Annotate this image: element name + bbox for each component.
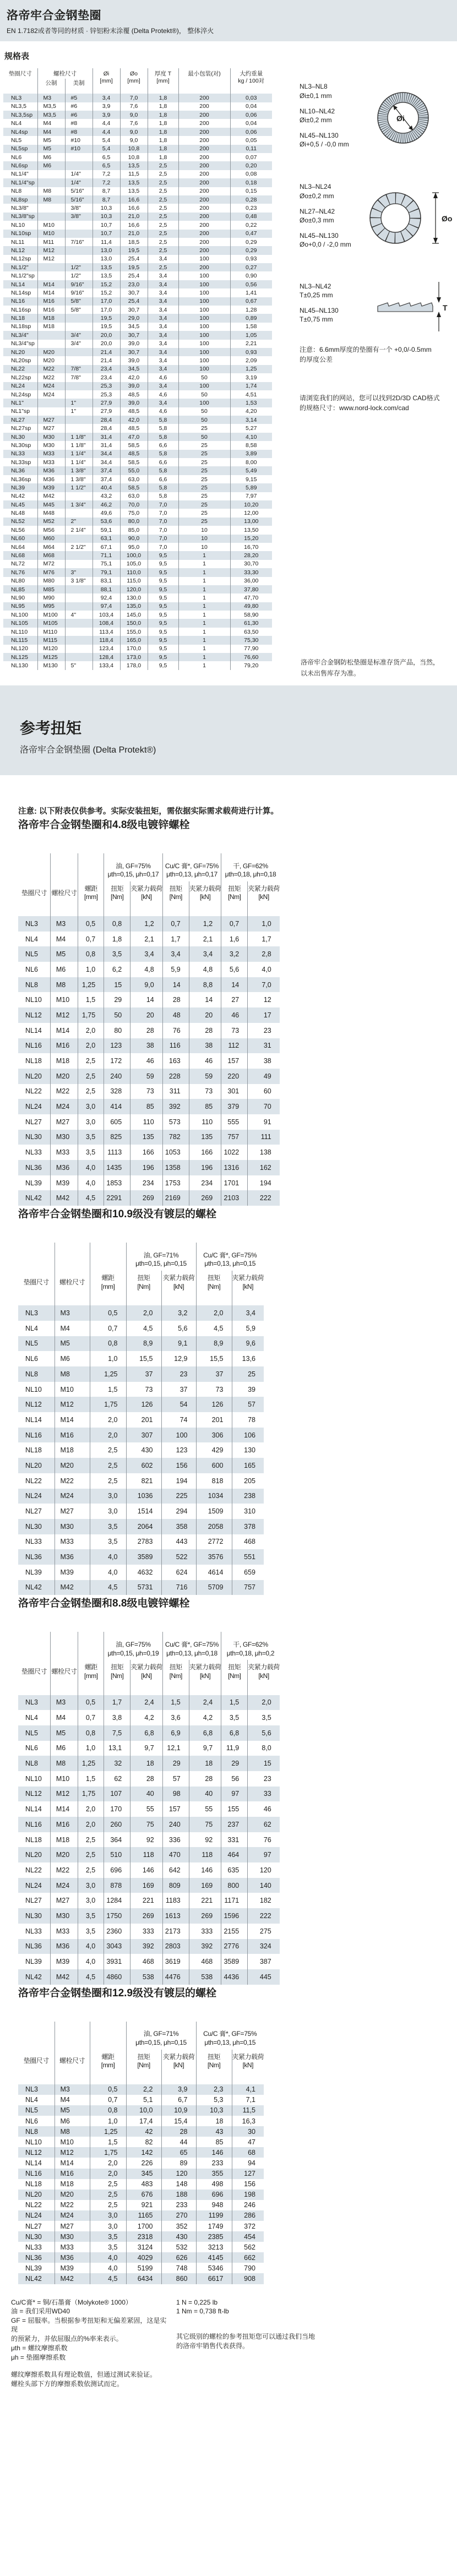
table-row: NL4sp M4 #8 4,4 9,0 1,8 200 0,06 [3,128,272,136]
dim-label-inner: Øi [396,114,405,123]
tolerance-value: Øi+0,5 / -0,0 mm [300,140,349,149]
definitions-list [11,2299,172,2362]
table-row: NL10 M10 10,7 16,6 2,5 200 0,22 [3,221,272,229]
torque-heading: 洛帝牢合金钢垫圈和10.9级没有镀层的螺栓 [18,1208,216,1221]
col-header-clamp: 夹紧力载荷 [kN] [161,1271,196,1305]
group-header-oil: 油, GF=71% μth=0,15, μh=0,15 [126,2022,196,2050]
col-header-washer-size: 垫圈尺寸 [23,1278,49,1286]
table-row: NL33 M33 1 1/4" 34,4 48,5 5,8 25 3,89 [3,450,272,458]
text-line: 油 = 我们采用WD40 [11,2307,70,2316]
tolerance-range: NL10–NL42 [300,107,335,115]
table-row: NL12 M12 1,75 126 54 126 57 [18,1397,264,1412]
table-row: NL10 M10 1,5 82 44 85 47 [18,2137,264,2147]
table-row: NL115 M115 118,4 165,0 9,5 1 75,30 [3,636,272,644]
table-row: NL5 M5 0,8 7,5 6,8 6,9 6,8 6,8 5,6 [18,1725,280,1741]
col-header-clamp: 夹紧力载荷 [kN] [232,2050,264,2084]
table-row: NL1/4"sp 1/4" 7,2 13,5 2,5 200 0,18 [3,178,272,187]
table-row: NL22 M22 2,5 328 73 311 73 301 60 [18,1084,280,1099]
torque-heading: 洛帝牢合金钢垫圈和4.8级电镀锌螺栓 [18,819,190,831]
table-row: NL24sp M24 25,3 48,5 4,6 50 4,51 [3,390,272,399]
table-row: NL80 M80 3 1/8" 83,1 115,0 9,5 1 36,00 [3,577,272,585]
table-row: NL14 M14 2,0 170 55 157 55 155 46 [18,1801,280,1817]
table-row: NL18 M18 2,5 430 123 429 130 [18,1442,264,1458]
table-row: NL125 M125 128,4 173,0 9,5 1 76,60 [3,653,272,661]
table-row: NL1/4" 1/4" 7,2 11,5 2,5 200 0,08 [3,170,272,178]
text-line: μh = 垫圈摩擦系数 [11,2353,66,2361]
tolerance-range: NL3–NL42 [300,282,331,290]
washer-outer-diameter-diagram [361,177,453,261]
table-row: NL6 M6 1,0 6,2 4,8 5,9 4,8 5,6 4,0 [18,962,280,977]
col-header-washer-size: 垫圈尺寸 [8,70,32,77]
page-header [0,0,457,41]
table-row: NL30 M30 3,5 2318 430 2385 454 [18,2231,264,2242]
outer-diameter-block [300,177,453,261]
table-row: NL4 M4 0,7 5,1 6,7 5,3 7,1 [18,2095,264,2105]
table-row: NL85 M85 88,1 120,0 9,5 1 37,80 [3,585,272,593]
col-header-bolt-size: 螺栓尺寸 [55,1271,90,1305]
table-row: NL24 M24 25,3 39,0 3,4 100 1,74 [3,382,272,390]
group-header-dry: 干, GF=62% μth=0,18, μh=0,2 [221,1632,280,1660]
col-header-min-package: 最小包装(对) [178,68,230,94]
table-row: NL45 M45 1 3/4" 46,2 70,0 7,0 25 10,20 [3,500,272,509]
other-grades-note [176,2333,341,2351]
table-row: NL20 M20 2,5 240 59 228 59 220 49 [18,1069,280,1084]
table-row: NL120 M120 123,4 170,0 9,5 1 77,90 [3,645,272,653]
thickness-block [300,280,453,333]
table-row: NL33 M33 3,5 3124 532 3213 562 [18,2242,264,2252]
text-line: 螺栓头部下方的摩擦系数依测试而定。 [11,2380,124,2388]
table-row: NL11 M11 7/16" 11,4 18,5 2,5 200 0,29 [3,238,272,246]
col-header-torque: 扭矩 [Nm] [221,881,248,916]
col-header-bolt-size: 螺栓尺寸 [50,881,78,916]
table-row: NL3 M3 #5 3,4 7,0 1,8 200 0,03 [3,94,272,102]
col-header-metric: 公制 [37,79,65,94]
table-row: NL18sp M18 19,5 34,5 3,4 100 1,58 [3,323,272,331]
group-header-oil: 油, GF=75% μth=0,15, μh=0,19 [104,1632,163,1660]
table-row: NL36 M36 1 3/8" 37,4 55,0 5,8 25 5,49 [3,466,272,475]
table-row: NL14 M14 2,0 80 28 76 28 73 23 [18,1023,280,1038]
col-header-torque: 扭矩 [Nm] [104,881,130,916]
table-row: NL1"sp 1" 27,9 48,5 4,6 50 4,20 [3,407,272,416]
torque-table-body [18,1695,280,1985]
spec-side-diagrams [300,68,453,677]
col-header-torque: 扭矩 [Nm] [104,1660,130,1695]
torque-note: 注意: 以下附表仅供参考。实际安装扭矩，需依据实际需求载荷进行计算。 [18,807,279,816]
table-row: NL22 M22 2,5 821 194 818 205 [18,1473,264,1489]
table-row: NL20 M20 21,4 30,7 3,4 100 0,93 [3,348,272,356]
torque-table-body [18,1305,264,1595]
group-header-paste: Cu/C 膏*, GF=75% μth=0,13, μh=0,15 [196,1243,264,1271]
table-row: NL72 M72 75,1 105,0 9,5 1 30,70 [3,560,272,568]
table-row: NL4 M4 0,7 4,5 5,6 4,5 5,9 [18,1321,264,1336]
table-row: NL33 M33 3,5 1113 166 1053 166 1022 138 [18,1145,280,1160]
spec-table [3,68,272,670]
col-header-us: 美制 [65,79,93,94]
table-row: NL16 M16 2,0 123 38 116 38 112 31 [18,1038,280,1054]
table-row: NL8 M8 1,25 32 18 29 18 29 15 [18,1756,280,1771]
table-row: NL39 M39 1 1/2" 40,4 58,5 5,8 25 5,89 [3,483,272,492]
table-row: NL42 M42 43,2 63,0 5,8 25 7,97 [3,492,272,500]
table-row: NL48 M48 49,6 75,0 7,0 25 12,00 [3,509,272,517]
cad-note: 请浏览我们的网站，您可以找到2D/3D CAD格式的规格尺寸：www.nord-lock.com/cad [300,394,440,412]
table-row: NL14sp M14 9/16" 15,2 30,7 3,4 100 1,41 [3,288,272,297]
col-header-clamp: 夹紧力载荷 [kN] [248,881,280,916]
group-header-paste: Cu/C 膏*, GF=75% μth=0,13, μh=0,18 [162,1632,221,1660]
table-row: NL42 M42 4,5 4860 538 4476 538 4436 445 [18,1969,280,1985]
text-line: 其它级别的螺栓的参考扭矩您可以通过我们当地 [176,2333,315,2341]
tolerance-value: Øi±0,1 mm [300,91,332,100]
table-row: NL4 M4 0,7 3,8 4,2 3,6 4,2 3,5 3,5 [18,1710,280,1725]
table-row: NL36sp M36 1 3/8" 37,4 63,0 6,6 25 9,15 [3,475,272,483]
tolerance-value: Øo±0,2 mm [300,192,334,200]
table-row: NL39 M39 4,0 1853 234 1753 234 1701 194 [18,1175,280,1191]
table-row: NL5 M5 #10 5,4 9,0 1,8 200 0,05 [3,136,272,144]
text-line: μth = 螺纹摩擦系数 [11,2344,68,2352]
table-row: NL22 M22 2,5 921 233 948 246 [18,2200,264,2210]
torque-section-10-9 [0,1206,457,1595]
table-row: NL64 M64 2 1/2" 67,1 95,0 7,0 10 16,70 [3,543,272,551]
washer-thickness-diagram [361,280,453,333]
table-row: NL68 M68 71,1 100,0 9,5 1 28,20 [3,551,272,559]
table-row: NL18 M18 2,5 364 92 336 92 331 76 [18,1832,280,1848]
dim-label-thickness: T [443,303,448,312]
table-row: NL30 M30 3,5 825 135 782 135 757 111 [18,1130,280,1145]
footnotes [0,2299,457,2389]
col-header-bolt-size: 螺栓尺寸 [50,1660,78,1695]
col-header-washer-size: 垫圈尺寸 [21,889,47,897]
torque-section-8-8 [0,1595,457,1984]
table-row: NL36 M36 4,0 3043 392 2803 392 2776 324 [18,1939,280,1954]
col-header-torque: 扭矩 [Nm] [126,1271,161,1305]
table-row: NL33 M33 3,5 2360 333 2173 333 2155 275 [18,1924,280,1939]
table-row: NL5 M5 0,8 3,5 3,4 3,4 3,4 3,2 2,8 [18,946,280,962]
table-row: NL6 M6 1,0 17,4 15,4 18 16,3 [18,2116,264,2126]
group-header-paste: Cu/C 膏*, GF=75% μth=0,13, μh=0,17 [162,853,221,881]
unit-conversions [176,2299,341,2317]
table-row: NL3/8"sp 3/8" 10,3 21,0 2,5 200 0,48 [3,213,272,221]
table-row: NL90 M90 92,4 130,0 9,5 1 47,70 [3,593,272,602]
torque-heading: 洛帝牢合金钢垫圈和12.9级没有镀层的螺栓 [18,1987,216,1999]
table-row: NL12sp M12 13,0 25,4 3,4 100 0,93 [3,255,272,263]
table-row: NL3/8" 3/8" 10,3 16,6 2,5 200 0,23 [3,204,272,212]
table-row: NL42 M42 4,5 2291 269 2169 269 2103 222 [18,1190,280,1206]
table-row: NL10 M10 1,5 29 14 28 14 27 12 [18,992,280,1007]
col-header-torque: 扭矩 [Nm] [126,2050,161,2084]
torque-table-body [18,2084,264,2284]
col-header-clamp: 夹紧力载荷 [kN] [161,2050,196,2084]
group-header-paste: Cu/C 膏*, GF=75% μth=0,13, μh=0,15 [196,2022,264,2050]
col-header-clamp: 夹紧力载荷 [kN] [130,881,163,916]
table-row: NL18 M18 2,5 172 46 163 46 157 38 [18,1053,280,1069]
torque-title: 参考扭矩 [20,719,82,737]
page-title: 洛帝牢合金钢垫圈 [7,9,101,22]
spec-section [0,50,457,677]
col-header-weight: 大约重量 kg / 100对 [230,68,272,94]
table-row: NL16 M16 2,0 307 100 306 106 [18,1428,264,1443]
table-row: NL22sp M22 7/8" 23,4 42,0 4,6 50 3,19 [3,373,272,382]
table-row: NL10sp M10 10,7 21,0 2,5 200 0,47 [3,230,272,238]
table-row: NL76 M76 3" 79,1 110,0 9,5 1 33,30 [3,568,272,576]
col-header-bolt-size: 螺栓尺寸 [37,68,93,79]
col-header-thickness: 厚度 T [mm] [148,68,178,94]
table-row: NL1" 1" 27,9 39,0 3,4 100 1,53 [3,399,272,407]
text-line: Cu/C膏* = 铜/石墨膏（Molykote® 1000） [11,2298,132,2306]
tolerance-range: NL45–NL130 [300,132,339,140]
tolerance-value: Øi±0,2 mm [300,116,332,124]
torque-band [0,685,457,775]
col-header-clamp: 夹紧力载荷 [kN] [248,1660,280,1695]
torque-section-4-8 [0,816,457,1206]
table-row: NL14 M14 9/16" 15,2 23,0 3,4 100 0,56 [3,280,272,288]
col-header-clamp: 夹紧力载荷 [kN] [189,1660,221,1695]
table-row: NL30 M30 3,5 2064 358 2058 378 [18,1519,264,1534]
table-row: NL42 M42 4,5 6434 860 6617 908 [18,2273,264,2284]
table-row: NL20sp M20 21,4 39,0 3,4 100 2,09 [3,356,272,364]
table-row: NL110 M110 113,4 155,0 9,5 1 63,50 [3,628,272,636]
table-row: NL24 M24 3,0 414 85 392 85 379 70 [18,1099,280,1114]
table-row: NL36 M36 4,0 3589 522 3576 551 [18,1549,264,1565]
table-row: NL16 M16 2,0 260 75 240 75 237 62 [18,1817,280,1832]
torque-table-4-8 [18,853,280,1206]
table-row: NL52 M52 2" 53,6 80,0 7,0 25 13,00 [3,518,272,526]
spec-table-body [3,94,272,670]
table-row: NL30 M30 3,5 1750 269 1613 269 1596 222 [18,1908,280,1924]
table-row: NL16 M16 2,0 345 120 355 127 [18,2169,264,2179]
table-row: NL42 M42 4,5 5731 716 5709 757 [18,1580,264,1595]
table-row: NL12 M12 1,75 50 20 48 20 46 17 [18,1007,280,1023]
table-row: NL8sp M8 5/16" 8,7 16,6 2,5 200 0,28 [3,195,272,204]
torque-section-12-9 [0,1985,457,2284]
text-line: GF = 屈服率。当根据参考扭矩和无偏差紧固，这是实现 [11,2317,167,2334]
table-row: NL20 M20 2,5 510 118 470 118 464 97 [18,1847,280,1862]
table-row: NL5 M5 0,8 10,0 10,9 10,3 11,5 [18,2105,264,2116]
col-header-clamp: 夹紧力载荷 [kN] [232,1271,264,1305]
table-row: NL6 M6 6,5 10,8 1,8 200 0,07 [3,153,272,161]
col-header-bolt-size: 螺栓尺寸 [55,2050,90,2084]
torque-table-10-9 [18,1243,264,1595]
table-row: NL5 M5 0,8 8,9 9,1 8,9 9,6 [18,1336,264,1352]
table-row: NL33 M33 3,5 2783 443 2772 468 [18,1534,264,1550]
washer-inner-diameter-diagram [361,77,445,161]
table-row: NL8 M8 1,25 37 23 37 25 [18,1366,264,1382]
table-row: NL24 M24 3,0 878 169 809 169 800 140 [18,1878,280,1893]
col-header-torque: 扭矩 [Nm] [196,1271,232,1305]
table-row: NL95 M95 97,4 135,0 9,5 1 49,80 [3,602,272,611]
table-row: NL18 M18 2,5 483 148 498 156 [18,2179,264,2190]
group-header-oil: 油, GF=71% μth=0,15, μh=0,15 [126,1243,196,1271]
dim-label-outer: Øo [442,214,453,223]
table-row: NL39 M39 4,0 5199 748 5346 790 [18,2263,264,2273]
col-header-torque: 扭矩 [Nm] [162,881,189,916]
table-row: NL8 M8 5/16" 8,7 13,5 2,5 200 0,15 [3,187,272,195]
table-row: NL27 M27 3,0 1284 221 1183 221 1171 182 [18,1893,280,1908]
table-row: NL27 M27 3,0 1514 294 1509 310 [18,1504,264,1519]
table-row: NL27 M27 3,0 1700 352 1749 372 [18,2221,264,2231]
stock-note: 洛帝牢合金钢防松垫圈是标准存货产品，当然，以未出售库存为准。 [301,658,440,677]
page-subtitle: EN 1.7182或者等同的材质 · 锌铝粉末涂覆 (Delta Protekt®)， 整体淬火 [7,27,214,35]
col-header-torque: 扭矩 [Nm] [221,1660,248,1695]
table-row: NL39 M39 4,0 4632 624 4614 659 [18,1565,264,1580]
table-row: NL3 M3 0,5 0,8 1,2 0,7 1,2 0,7 1,0 [18,916,280,932]
table-row: NL33sp M33 1 1/4" 34,4 58,5 6,6 25 8,00 [3,458,272,466]
table-row: NL22 M22 7/8" 23,4 34,5 3,4 100 1,25 [3,365,272,373]
col-header-pitch: 螺距 [mm] [90,1271,126,1305]
table-row: NL10 M10 1,5 62 28 57 28 56 23 [18,1771,280,1787]
col-header-clamp: 夹紧力载荷 [kN] [130,1660,163,1695]
table-row: NL105 M105 108,4 150,0 9,5 1 61,30 [3,619,272,627]
tolerance-range: NL3–NL8 [300,83,328,91]
table-row: NL3 M3 0,5 1,7 2,4 1,5 2,4 1,5 2,0 [18,1695,280,1711]
table-row: NL27 M27 3,0 605 110 573 110 555 91 [18,1114,280,1130]
table-row: NL130 M130 5" 133,4 178,0 9,5 1 79,20 [3,661,272,669]
spec-heading: 规格表 [4,52,30,61]
table-row: NL3 M3 0,5 2,2 3,9 2,3 4,1 [18,2084,264,2095]
table-row: NL3/4" 3/4" 20,0 30,7 3,4 100 1,05 [3,331,272,339]
text-line: 的预紧力，并依屈服点的%率来表示。 [11,2334,123,2343]
torque-heading: 洛帝牢合金钢垫圈和8.8级电镀锌螺栓 [18,1598,190,1610]
col-header-washer-size: 垫圈尺寸 [23,2057,49,2065]
table-row: NL20 M20 2,5 602 156 600 165 [18,1458,264,1473]
table-row: NL1/2"sp 1/2" 13,5 25,4 3,4 100 0,90 [3,271,272,280]
tolerance-range: NL3–NL24 [300,183,331,191]
table-row: NL12 M12 1,75 107 40 98 40 97 33 [18,1787,280,1802]
table-row: NL14 M14 2,0 226 89 233 94 [18,2158,264,2168]
table-row: NL22 M22 2,5 696 146 642 146 635 120 [18,1862,280,1878]
table-row: NL1/2" 1/2" 13,5 19,5 2,5 200 0,27 [3,263,272,271]
text-line: 螺纹摩擦系数具有理论数值，但通过测试来验证。 [11,2371,157,2379]
torque-table-body [18,916,280,1206]
table-row: NL18 M18 19,5 29,0 3,4 100 0,89 [3,314,272,322]
table-row: NL5sp M5 #10 5,4 10,8 1,8 200 0,11 [3,145,272,153]
table-row: NL4 M4 0,7 1,8 2,1 1,7 2,1 1,6 1,7 [18,932,280,947]
table-row: NL20 M20 2,5 676 188 696 198 [18,2190,264,2200]
table-row: NL4 M4 #8 4,4 7,6 1,8 200 0,04 [3,119,272,127]
col-header-torque: 扭矩 [Nm] [162,1660,189,1695]
col-header-pitch: 螺距 [mm] [78,881,104,916]
tolerance-value: Øo+0,0 / -2,0 mm [300,241,351,249]
table-row: NL30 M30 1 1/8" 31,4 47,0 5,8 50 4,10 [3,433,272,441]
table-row: NL6 M6 1,0 15,5 12,9 15,5 13,6 [18,1351,264,1366]
table-row: NL3,5sp M3,5 #6 3,9 9,0 1,8 200 0,06 [3,111,272,119]
col-header-torque: 扭矩 [Nm] [196,2050,232,2084]
table-row: NL12 M12 13,0 19,5 2,5 200 0,29 [3,246,272,254]
table-row: NL6 M6 1,0 13,1 9,7 12,1 9,7 11,9 8,0 [18,1741,280,1756]
table-row: NL36 M36 4,0 4029 626 4145 662 [18,2252,264,2263]
col-header-washer-size: 垫圈尺寸 [21,1668,47,1676]
table-row: NL100 M100 4" 103,4 145,0 9,5 1 58,90 [3,611,272,619]
tolerance-value: Øo±0,3 mm [300,216,334,224]
tolerance-range: NL45–NL130 [300,307,339,314]
table-row: NL8 M8 1,25 15 9,0 14 8,8 14 7,0 [18,977,280,993]
table-row: NL27sp M27 28,4 48,5 5,8 25 5,27 [3,424,272,432]
col-header-outer-dia: Øo [mm] [120,68,148,94]
col-header-pitch: 螺距 [mm] [90,2050,126,2084]
col-header-pitch: 螺距 [mm] [78,1660,104,1695]
table-row: NL3,5 M3,5 #6 3,9 7,6 1,8 200 0,04 [3,102,272,111]
table-row: NL16 M16 5/8" 17,0 25,4 3,4 100 0,67 [3,297,272,306]
torque-subtitle: 洛帝牢合金钢垫圈 (Delta Protekt®) [20,745,156,755]
table-row: NL3/4"sp 3/4" 20,0 39,0 3,4 100 2,21 [3,340,272,348]
text-line: 的洛帝牢销售代表获得。 [176,2342,249,2350]
group-header-dry: 干, GF=62% μth=0,18, μh=0,18 [221,853,280,881]
table-row: NL10 M10 1,5 73 37 73 39 [18,1382,264,1397]
torque-table-8-8 [18,1632,280,1984]
text-line: 1 N = 0,225 lb [176,2298,218,2306]
table-row: NL24 M24 3,0 1165 270 1199 286 [18,2210,264,2221]
table-row: NL36 M36 4,0 1435 196 1358 196 1316 162 [18,1160,280,1175]
table-row: NL39 M39 4,0 3931 468 3619 468 3589 387 [18,1954,280,1969]
friction-note [11,2371,172,2389]
tolerance-range: NL27–NL42 [300,207,335,215]
table-row: NL14 M14 2,0 201 74 201 78 [18,1412,264,1428]
col-header-inner-dia: Øi [mm] [93,68,120,94]
tolerance-value: T±0,75 mm [300,315,333,324]
tolerance-range: NL45–NL130 [300,232,339,240]
inner-diameter-block [300,77,453,161]
tolerance-value: T±0,25 mm [300,291,333,299]
table-row: NL16sp M16 5/8" 17,0 30,7 3,4 100 1,28 [3,306,272,314]
torque-table-12-9 [18,2022,264,2284]
group-header-oil: 油, GF=75% μth=0,15, μh=0,17 [104,853,163,881]
table-row: NL6sp M6 6,5 13,5 2,5 200 0,20 [3,161,272,170]
text-line: 1 Nm = 0,738 ft-lb [176,2307,229,2316]
table-row: NL8 M8 1,25 42 28 43 30 [18,2126,264,2137]
table-row: NL56 M56 2 1/4" 59,1 85,0 7,0 10 13,50 [3,526,272,534]
thickness-tolerance-note: 注意：6.6mm厚度的垫圈有一个 +0,0/-0.5mm的厚度公差 [300,346,432,363]
col-header-clamp: 夹紧力载荷 [kN] [189,881,221,916]
table-row: NL27 M27 28,4 42,0 5,8 50 3,14 [3,416,272,424]
table-row: NL12 M12 1,75 142 65 146 68 [18,2147,264,2158]
table-row: NL60 M60 63,1 90,0 7,0 10 15,20 [3,535,272,543]
table-row: NL24 M24 3,0 1036 225 1034 238 [18,1489,264,1504]
table-row: NL3 M3 0,5 2,0 3,2 2,0 3,4 [18,1305,264,1321]
table-row: NL30sp M30 1 1/8" 31,4 58,5 6,6 25 8,58 [3,441,272,449]
